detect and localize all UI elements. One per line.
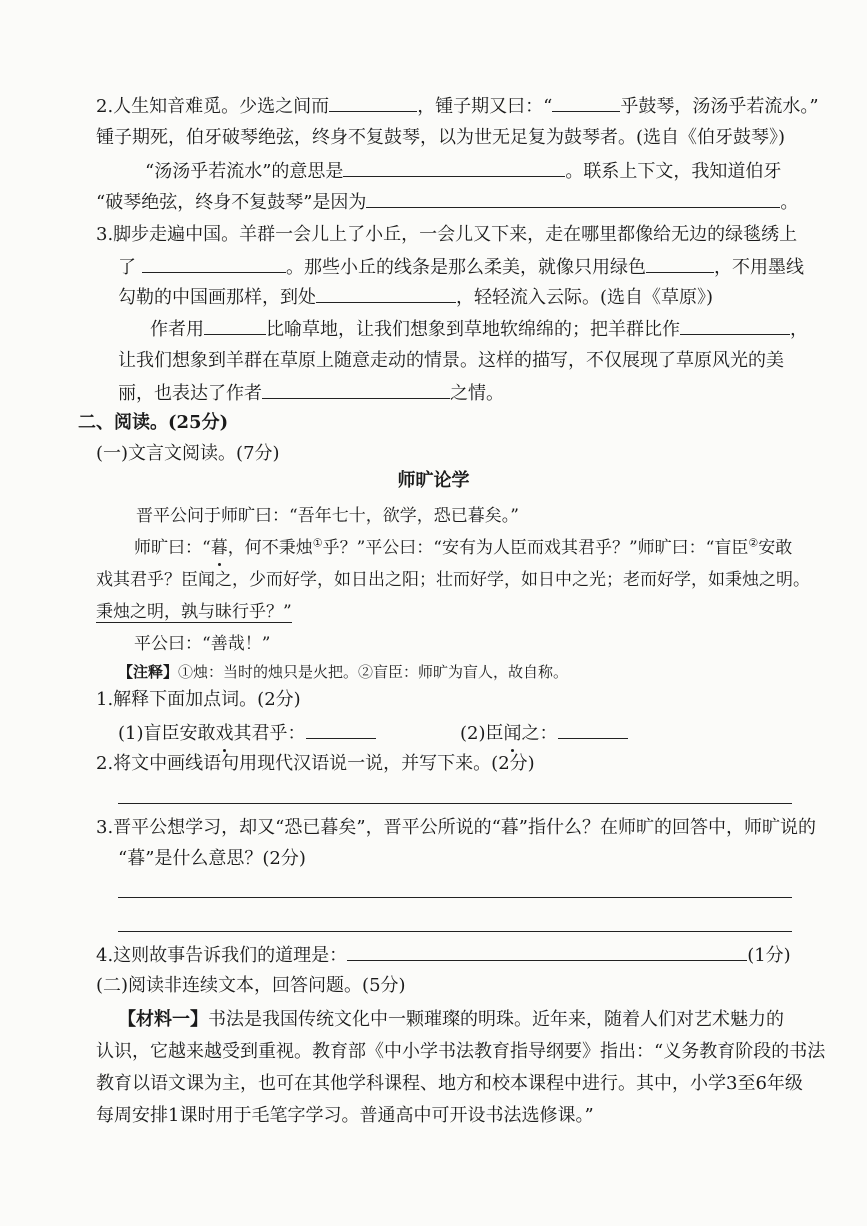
question: 1.解释下面加点词。(2分) — [96, 689, 301, 710]
passage-line — [96, 599, 292, 625]
text: 作者用 — [150, 319, 204, 340]
text: 之： — [521, 723, 558, 744]
text: 其君乎： — [233, 723, 306, 744]
question: 3.晋平公想学习，却又“恐已暮矣”，晋平公所说的“暮”指什么？在师旷的回答中，师旷说的 — [96, 817, 816, 838]
text: ，锺子期又曰：“ — [417, 96, 553, 117]
text: ，轻轻流入云际。(选自《草原》) — [456, 287, 714, 308]
annotation-label: 【注释】 — [118, 663, 179, 681]
text: 乎鼓琴，汤汤乎若流水。” — [620, 96, 819, 117]
material-line: 每周安排1课时用于毛笔字学习。普通高中可开设书法选修课。” — [96, 1105, 594, 1126]
answer-line[interactable] — [118, 897, 792, 898]
question: “暮”是什么意思？(2分) — [118, 848, 306, 869]
blank[interactable] — [306, 720, 376, 739]
blank[interactable] — [680, 316, 790, 335]
blank[interactable] — [316, 284, 456, 303]
text: 。 — [780, 192, 799, 213]
blank[interactable] — [329, 93, 417, 112]
text: 比喻草地，让我们想象到草地软绵绵的；把羊群比作 — [266, 319, 680, 340]
section-heading: 二、阅读。(25分) — [78, 412, 229, 433]
q2-line3 — [145, 158, 781, 185]
text: ，不用墨线 — [714, 257, 804, 278]
subsection-heading: (二)阅读非连续文本，回答问题。(5分) — [96, 975, 406, 996]
text: 。那些小丘的线条是那么柔美，就像只用绿色 — [286, 257, 646, 278]
blank[interactable] — [552, 93, 620, 112]
passage-line — [134, 535, 792, 561]
answer-line[interactable] — [118, 931, 792, 932]
text: 丽，也表达了作者 — [118, 383, 262, 404]
passage-title: 师旷论学 — [397, 470, 470, 491]
blank[interactable] — [646, 254, 714, 273]
blank[interactable] — [343, 158, 565, 177]
text: “汤汤乎若流水”的意思是 — [145, 161, 344, 182]
text: 2.人生知音难觅。少选之间而 — [96, 96, 330, 117]
dotted-word: 暮 — [211, 535, 228, 561]
passage-line: 戏其君乎？臣闻之，少而好学，如日出之阳；壮而好学，如日中之光；老而好学，如秉烛之明。 — [96, 570, 810, 590]
q2-line1 — [96, 93, 819, 120]
q3-line1: 3.脚步走遍中国。羊群一会儿上了小丘，一会儿又下来，走在哪里都像给无边的绿毯绣上 — [96, 224, 798, 245]
material-line: 教育以语文课为主，也可在其他学科课程、地方和校本课程中进行。其中，小学3至6年级 — [96, 1073, 803, 1094]
q3-line4 — [150, 316, 808, 343]
blank[interactable] — [347, 942, 747, 961]
answer-line[interactable] — [118, 803, 792, 804]
q2-line2: 锺子期死，伯牙破琴绝弦，终身不复鼓琴，以为世无足复为鼓琴者。(选自《伯牙鼓琴》) — [96, 127, 786, 148]
annotation-text: ①烛：当时的烛只是火把。②盲臣：师旷为盲人，故自称。 — [178, 663, 569, 681]
text: “破琴绝弦，终身不复鼓琴”是因为 — [96, 192, 367, 213]
text: (2)臣 — [460, 723, 504, 744]
question — [96, 942, 791, 969]
text: 书法是我国传统文化中一颗璀璨的明珠。近年来，随着人们对艺术魅力的 — [208, 1009, 784, 1030]
text: 。联系上下文，我知道伯牙 — [565, 161, 782, 182]
passage-line: 晋平公问于师旷曰：“吾年七十，欲学，恐已暮矣。” — [136, 506, 519, 526]
text: (1分) — [747, 945, 791, 966]
blank[interactable] — [558, 720, 628, 739]
text: ， — [790, 319, 808, 340]
question-part — [460, 720, 628, 747]
footnote-mark: ① — [312, 536, 323, 550]
text: 勾勒的中国画那样，到处 — [118, 287, 316, 308]
text: (1)盲臣安敢 — [118, 723, 216, 744]
text: ，何不秉烛 — [227, 538, 313, 558]
question-part — [118, 720, 376, 747]
passage-line: 平公曰：“善哉！” — [134, 634, 271, 654]
text: 乎？”平公曰：“安有为人臣而戏其君乎？”师旷曰：“盲臣 — [322, 538, 749, 558]
blank[interactable] — [262, 380, 450, 399]
blank[interactable] — [366, 189, 780, 208]
q3-line2 — [118, 254, 804, 281]
dotted-word: 闻 — [504, 721, 522, 747]
q3-line5: 让我们想象到羊群在草原上随意走动的情景。这样的描写，不仅展现了草原风光的美 — [118, 350, 784, 371]
question: 2.将文中画线语句用现代汉语说一说，并写下来。(2分) — [96, 753, 535, 774]
annotation — [118, 659, 568, 685]
blank[interactable] — [204, 316, 266, 335]
q3-line3 — [118, 284, 713, 311]
text: 安敢 — [758, 538, 793, 558]
q3-line6 — [118, 380, 504, 407]
underlined-sentence: 秉烛之明，孰与昧行乎？” — [96, 602, 292, 622]
material-label: 【材料一】 — [118, 1009, 208, 1030]
text: 4.这则故事告诉我们的道理是： — [96, 945, 348, 966]
q2-line4 — [96, 189, 798, 216]
footnote-mark: ② — [748, 536, 759, 550]
text: 之情。 — [450, 383, 504, 404]
material-line — [118, 1007, 784, 1033]
text: 师旷曰：“ — [134, 538, 211, 558]
subsection-heading: (一)文言文阅读。(7分) — [96, 443, 280, 464]
blank[interactable] — [142, 254, 286, 273]
dotted-word: 戏 — [216, 721, 234, 747]
text: 了 — [118, 257, 136, 278]
material-line: 认识，它越来越受到重视。教育部《中小学书法教育指导纲要》指出：“义务教育阶段的书法 — [96, 1041, 826, 1062]
